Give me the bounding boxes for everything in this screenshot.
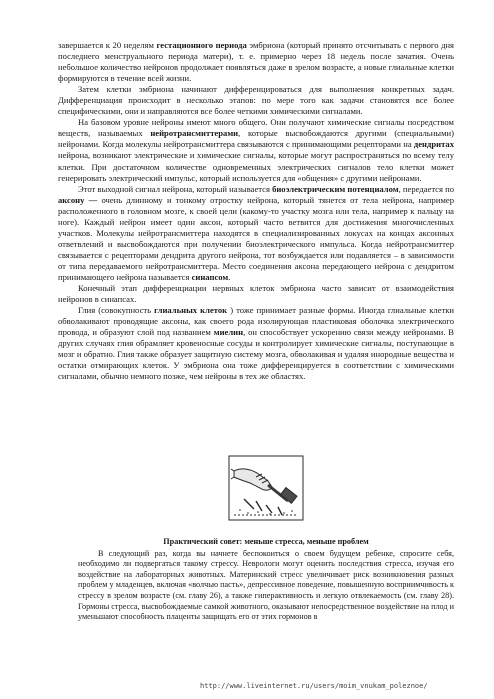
text-run: завершается к 20 неделям: [58, 40, 157, 50]
text-run: очень длинному и тонкому отростку нейрона, который тянется от тела нейрона, например расположенного в головном мозге, к своей цели (какому-то участку мозга или тела, например к пальцу на ноге). Каждый нейрон имеет один аксон, который часто ветвится для достижения многочисленных участков. Молекулы нейротрансмиттера находятся в специализированных локусах на концах аксонных ответвлений и высвобождаются при получении биоэлектрического импульса. Когда нейротрансмиттер связывается с рецепторами дендрита другого нейрона, тот возбуждается или подавляется – в зависимости от типа передаваемого нейротрансмиттера. Место соединения аксона передающего нейрона с дендритом принимающего нейрона называется: [58, 194, 454, 282]
text-run: На базовом уровне нейроны имеют много общего. Они получают химические сигналы посредством веществ, называемых: [58, 117, 454, 139]
source-url[interactable]: http://www.liveinternet.ru/users/moim_vnukam_poleznoe/: [200, 682, 428, 690]
term-synapse: синапсом: [191, 271, 229, 282]
paragraph: [58, 40, 454, 84]
text-run: , передается по: [398, 183, 454, 194]
term-bioelectric-potential: биоэлектрическим потенциалом: [272, 183, 399, 194]
term-neurotransmitters: нейротрансмиттерами: [150, 128, 239, 139]
text-run: нейрона, возникают электрические и химические сигналы, которые могут распространяться по всему телу клетки. При достаточном количестве одновременных электрических сигналов тело клетки может генерировать электрический импульс, который используется для «общения» с другими нейронами.: [58, 150, 454, 183]
main-text: [58, 40, 454, 382]
paragraph: [58, 184, 454, 283]
text-run: Этот выходной сигнал нейрона, который называется: [78, 183, 273, 194]
text-run: , которые высвобождаются другими (специальными) нейронами. Когда молекулы нейротрансмиттера связываются с принимающими рецепторами на: [58, 128, 454, 150]
term-dendrites: дендритах: [413, 139, 454, 150]
term-gestational-period: гестационного периода: [156, 40, 247, 50]
term-glial-cells: глиальных клеток: [154, 305, 228, 316]
text-run: Глия (совокупность: [78, 305, 155, 316]
paragraph: Затем клетки эмбриона начинают дифференцироваться для выполнения конкретных задач. Дифференциация происходит в несколько этапов: по мере того как задачи становятся все более специфическими, они и направляются все более четкими химическими сигналами.: [58, 84, 454, 117]
hand-hammer-nails-icon: [228, 455, 304, 521]
advice-title: Практический совет: меньше стресса, меньше проблем: [163, 537, 369, 546]
paragraph: [58, 305, 454, 382]
paragraph: Конечный этап дифференциации нервных клеток эмбриона часто зависит от взаимодействия нейронов в синапсах.: [58, 283, 454, 305]
text-run: ) тоже принимает разные формы. Иногда глиальные клетки обволакивают проводящие аксоны, как своего рода изолирующая пластиковая оболочка электрического провода, и образуют слой под названием: [58, 305, 454, 338]
text-run: эмбриона (который принято отсчитывать с первого дня последнего менструального периода матери), т. е. примерно через 18 недель после зачатия. Очень небольшое количество нейронов продолжает появляться даже в зрелом возрасте, а новые глиальные клетки формируются в течение всей жизни.: [58, 40, 454, 84]
text-run: .: [228, 271, 231, 282]
advice-text: В следующий раз, когда вы начнете беспокоиться о своем будущем ребенке, спросите себя, необходимо ли подвергаться такому стрессу. Неврологи могут оценить последствия стресса, изучая его воздействие на лабораторных животных. Материнский стресс увеличивает риск возникновения разных проблем у младенцев, включая «волчью пасть», депрессивное поведение, повышенную восприимчивость к стрессу в зрелом возрасте (см. главу 26), а также гиперактивность и легкую отвлекаемость (см. главу 28). Гормоны стресса, высвобождаемые самкой животного, оказывают непосредственное воздействие на плод и уменьшают способность плаценты защищать его от этих гормонов в: [78, 548, 454, 622]
term-axon: аксону —: [58, 194, 98, 205]
term-myelin: миелин: [213, 327, 244, 338]
text-run: , он способствует ускорению связи между нейронами. В других случаях глия обрамляет кровеносные сосуды и контролирует химические сигналы, поступающие в мозг и обратно. Глия также образует защитную систему мозга, обволакивая и удаляя инородные вещества и остатки отмирающих клеток. У эмбриона она тоже дифференцируется в соответствии с химическими сигналами, обычно немного позже, чем нейроны в тех же областях.: [58, 327, 454, 382]
practical-advice-box: [78, 537, 454, 623]
paragraph: [58, 117, 454, 183]
